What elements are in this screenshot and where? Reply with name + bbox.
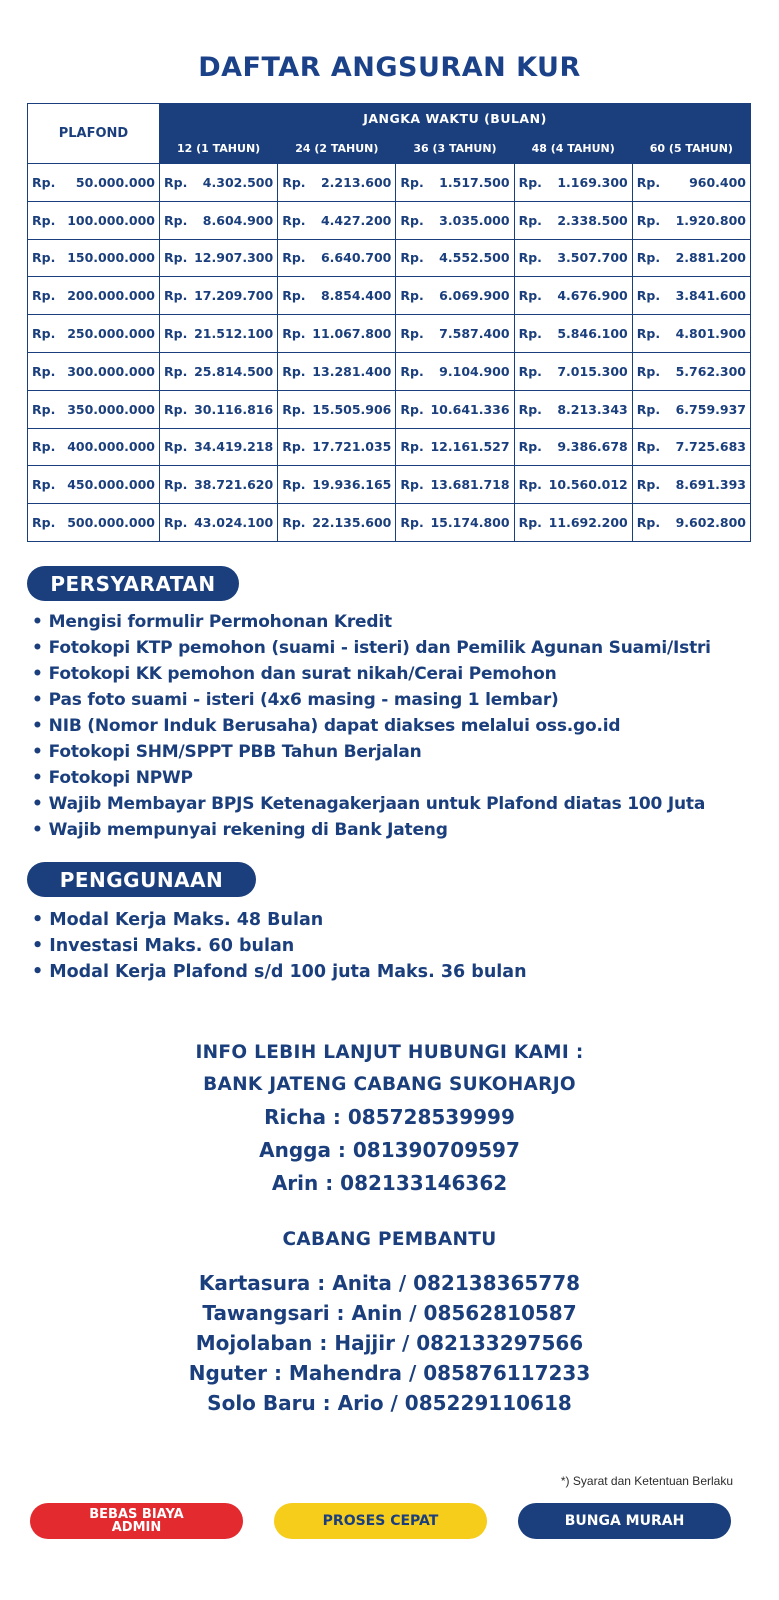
currency-label: Rp.: [400, 401, 424, 417]
currency-label: Rp.: [32, 250, 56, 266]
amount-value: 8.691.393: [675, 477, 746, 493]
amount-value: 100.000.000: [67, 212, 155, 228]
installment-table: [27, 103, 751, 542]
amount-value: 34.419.218: [194, 439, 274, 455]
list-item: • Wajib Membayar BPJS Ketenagakerjaan untuk Plafond diatas 100 Juta: [32, 791, 711, 817]
amount-value: 400.000.000: [67, 439, 155, 455]
amount-value: 960.400: [689, 174, 746, 190]
amount-value: 6.069.900: [439, 288, 510, 304]
table-row: [28, 504, 751, 542]
plafond-cell: [28, 239, 160, 277]
currency-label: Rp.: [400, 288, 424, 304]
currency-label: Rp.: [32, 326, 56, 342]
cabang-line: Tawangsari : Anin / 08562810587: [202, 1301, 577, 1325]
amount-value: 19.936.165: [312, 477, 392, 493]
amount-value: 8.854.400: [320, 288, 392, 304]
list-item: • Modal Kerja Plafond s/d 100 juta Maks. 36 bulan: [32, 959, 527, 985]
amount-value: 7.015.300: [557, 363, 628, 379]
currency-label: Rp.: [400, 439, 424, 455]
amount-value: 13.681.718: [430, 477, 510, 493]
amount-value: 12.907.300: [194, 250, 274, 266]
amount-value: 13.281.400: [312, 363, 392, 379]
amount-value: 250.000.000: [67, 326, 155, 342]
list-item: • Investasi Maks. 60 bulan: [32, 933, 527, 959]
table-row: [28, 164, 751, 202]
term-header: 24 (2 TAHUN): [278, 134, 396, 164]
table-row: [28, 315, 751, 353]
currency-label: Rp.: [518, 212, 542, 228]
installment-cell: [396, 201, 514, 239]
amount-value: 300.000.000: [67, 363, 155, 379]
table-row: [28, 352, 751, 390]
currency-label: Rp.: [636, 401, 661, 417]
installment-cell: [632, 164, 750, 202]
installment-cell: [278, 352, 396, 390]
installment-cell: [160, 201, 278, 239]
installment-cell: [278, 504, 396, 542]
currency-label: Rp.: [400, 363, 424, 379]
table-row: [28, 390, 751, 428]
currency-label: Rp.: [164, 326, 188, 342]
currency-label: Rp.: [164, 174, 188, 190]
persyaratan-list: [32, 609, 711, 843]
amount-value: 7.725.683: [675, 439, 746, 455]
amount-value: 30.116.816: [194, 401, 274, 417]
currency-label: Rp.: [32, 288, 56, 304]
installment-cell: [278, 390, 396, 428]
amount-value: 450.000.000: [67, 477, 155, 493]
currency-label: Rp.: [518, 326, 542, 342]
cabang-line: Nguter : Mahendra / 085876117233: [188, 1361, 591, 1385]
table-row: [28, 466, 751, 504]
installment-cell: [632, 315, 750, 353]
amount-value: 4.676.900: [557, 288, 628, 304]
currency-label: Rp.: [32, 174, 56, 190]
amount-value: 9.602.800: [675, 515, 746, 531]
currency-label: Rp.: [636, 363, 661, 379]
amount-value: 3.035.000: [439, 212, 510, 228]
installment-cell: [160, 466, 278, 504]
amount-value: 10.641.336: [430, 401, 510, 417]
installment-cell: [396, 164, 514, 202]
installment-cell: [160, 390, 278, 428]
currency-label: Rp.: [400, 477, 424, 493]
list-item: • Fotokopi KK pemohon dan surat nikah/Cerai Pemohon: [32, 661, 711, 687]
currency-label: Rp.: [164, 477, 188, 493]
amount-value: 15.174.800: [430, 515, 510, 531]
installment-cell: [514, 390, 632, 428]
installment-cell: [396, 428, 514, 466]
amount-value: 2.213.600: [320, 174, 392, 190]
installment-cell: [514, 239, 632, 277]
amount-value: 350.000.000: [67, 401, 155, 417]
amount-value: 25.814.500: [194, 363, 274, 379]
currency-label: Rp.: [282, 174, 306, 190]
installment-cell: [632, 239, 750, 277]
amount-value: 5.762.300: [675, 363, 746, 379]
term-group-header: JANGKA WAKTU (BULAN): [160, 104, 751, 134]
currency-label: Rp.: [518, 288, 542, 304]
installment-cell: [396, 504, 514, 542]
currency-label: Rp.: [400, 515, 424, 531]
amount-value: 7.587.400: [439, 326, 510, 342]
installment-cell: [278, 277, 396, 315]
currency-label: Rp.: [518, 439, 542, 455]
installment-cell: [160, 504, 278, 542]
installment-cell: [160, 277, 278, 315]
penggunaan-list: [32, 907, 527, 985]
installment-cell: [632, 466, 750, 504]
plafond-cell: [28, 504, 160, 542]
currency-label: Rp.: [282, 212, 306, 228]
amount-value: 500.000.000: [67, 515, 155, 531]
installment-cell: [160, 352, 278, 390]
list-item: • NIB (Nomor Induk Berusaha) dapat diakses melalui oss.go.id: [32, 713, 711, 739]
amount-value: 6.640.700: [320, 250, 392, 266]
list-item: • Fotokopi KTP pemohon (suami - isteri) dan Pemilik Agunan Suami/Istri: [32, 635, 711, 661]
currency-label: Rp.: [282, 326, 306, 342]
amount-value: 200.000.000: [67, 288, 155, 304]
currency-label: Rp.: [518, 477, 542, 493]
installment-cell: [514, 164, 632, 202]
amount-value: 4.302.500: [202, 174, 274, 190]
currency-label: Rp.: [400, 326, 424, 342]
plafond-cell: [28, 201, 160, 239]
currency-label: Rp.: [164, 515, 188, 531]
amount-value: 9.386.678: [557, 439, 628, 455]
amount-value: 11.692.200: [548, 515, 628, 531]
amount-value: 4.801.900: [675, 326, 746, 342]
page-title: DAFTAR ANGSURAN KUR: [198, 52, 581, 83]
amount-value: 50.000.000: [75, 174, 155, 190]
currency-label: Rp.: [282, 515, 306, 531]
amount-value: 8.604.900: [202, 212, 274, 228]
bebas-biaya-admin-badge: [30, 1503, 243, 1539]
list-item: • Modal Kerja Maks. 48 Bulan: [32, 907, 527, 933]
currency-label: Rp.: [518, 250, 542, 266]
installment-cell: [632, 352, 750, 390]
table-row: [28, 201, 751, 239]
amount-value: 4.427.200: [320, 212, 392, 228]
plafond-cell: [28, 466, 160, 504]
amount-value: 9.104.900: [439, 363, 510, 379]
persyaratan-heading: PERSYARATAN: [27, 566, 239, 601]
proses-cepat-badge: PROSES CEPAT: [274, 1503, 487, 1539]
currency-label: Rp.: [400, 174, 424, 190]
plafond-header: PLAFOND: [28, 104, 160, 164]
installment-cell: [396, 239, 514, 277]
currency-label: Rp.: [282, 250, 306, 266]
amount-value: 3.507.700: [557, 250, 628, 266]
installment-cell: [396, 315, 514, 353]
installment-cell: [160, 239, 278, 277]
installment-cell: [632, 201, 750, 239]
currency-label: Rp.: [32, 363, 56, 379]
currency-label: Rp.: [636, 326, 661, 342]
currency-label: Rp.: [164, 439, 188, 455]
amount-value: 10.560.012: [548, 477, 628, 493]
badge-label: BEBAS BIAYA ADMIN: [89, 1507, 184, 1535]
branch-name: BANK JATENG CABANG SUKOHARJO: [203, 1074, 576, 1095]
installment-cell: [632, 504, 750, 542]
plafond-cell: [28, 390, 160, 428]
bunga-murah-badge: BUNGA MURAH: [518, 1503, 731, 1539]
installment-cell: [160, 315, 278, 353]
currency-label: Rp.: [164, 401, 188, 417]
currency-label: Rp.: [164, 250, 188, 266]
currency-label: Rp.: [282, 288, 306, 304]
currency-label: Rp.: [282, 439, 306, 455]
amount-value: 1.517.500: [439, 174, 510, 190]
term-header: 48 (4 TAHUN): [514, 134, 632, 164]
installment-cell: [514, 201, 632, 239]
cabang-line: Kartasura : Anita / 082138365778: [198, 1271, 581, 1295]
amount-value: 8.213.343: [557, 401, 628, 417]
list-item: • Wajib mempunyai rekening di Bank Jateng: [32, 817, 711, 843]
plafond-cell: [28, 277, 160, 315]
list-item: • Pas foto suami - isteri (4x6 masing - masing 1 lembar): [32, 687, 711, 713]
amount-value: 43.024.100: [194, 515, 274, 531]
currency-label: Rp.: [32, 401, 56, 417]
amount-value: 22.135.600: [312, 515, 392, 531]
term-header: 36 (3 TAHUN): [396, 134, 514, 164]
contact-line: Angga : 081390709597: [259, 1138, 520, 1162]
amount-value: 21.512.100: [194, 326, 274, 342]
amount-value: 150.000.000: [67, 250, 155, 266]
list-item: • Fotokopi NPWP: [32, 765, 711, 791]
contact-line: Richa : 085728539999: [264, 1105, 515, 1129]
currency-label: Rp.: [518, 363, 542, 379]
installment-cell: [278, 315, 396, 353]
installment-cell: [514, 428, 632, 466]
list-item: • Mengisi formulir Permohonan Kredit: [32, 609, 711, 635]
amount-value: 3.841.600: [675, 288, 746, 304]
amount-value: 4.552.500: [439, 250, 510, 266]
currency-label: Rp.: [32, 212, 56, 228]
plafond-cell: [28, 352, 160, 390]
currency-label: Rp.: [32, 439, 56, 455]
currency-label: Rp.: [400, 212, 424, 228]
currency-label: Rp.: [636, 174, 661, 190]
amount-value: 11.067.800: [312, 326, 392, 342]
installment-cell: [278, 239, 396, 277]
installment-cell: [160, 164, 278, 202]
installment-cell: [278, 428, 396, 466]
currency-label: Rp.: [636, 212, 661, 228]
amount-value: 6.759.937: [675, 401, 746, 417]
currency-label: Rp.: [518, 174, 542, 190]
installment-cell: [160, 428, 278, 466]
currency-label: Rp.: [164, 363, 188, 379]
installment-cell: [514, 352, 632, 390]
installment-cell: [514, 277, 632, 315]
currency-label: Rp.: [636, 477, 661, 493]
penggunaan-heading: PENGGUNAAN: [27, 862, 256, 897]
installment-cell: [514, 504, 632, 542]
installment-cell: [632, 277, 750, 315]
currency-label: Rp.: [164, 212, 188, 228]
amount-value: 38.721.620: [194, 477, 274, 493]
installment-cell: [396, 466, 514, 504]
installment-cell: [632, 428, 750, 466]
installment-cell: [514, 315, 632, 353]
amount-value: 1.920.800: [675, 212, 746, 228]
amount-value: 2.338.500: [557, 212, 628, 228]
currency-label: Rp.: [636, 250, 661, 266]
info-heading: INFO LEBIH LANJUT HUBUNGI KAMI :: [195, 1042, 584, 1063]
currency-label: Rp.: [32, 477, 56, 493]
installment-cell: [278, 201, 396, 239]
amount-value: 1.169.300: [557, 174, 628, 190]
installment-cell: [632, 390, 750, 428]
table-row: [28, 277, 751, 315]
cabang-block: [0, 1224, 779, 1418]
currency-label: Rp.: [636, 515, 661, 531]
contact-line: Arin : 082133146362: [271, 1171, 508, 1195]
currency-label: Rp.: [282, 477, 306, 493]
term-header: 60 (5 TAHUN): [632, 134, 750, 164]
installment-cell: [396, 352, 514, 390]
info-block: [0, 1037, 779, 1200]
installment-cell: [514, 466, 632, 504]
amount-value: 12.161.527: [430, 439, 510, 455]
amount-value: 15.505.906: [312, 401, 392, 417]
amount-value: 17.721.035: [312, 439, 392, 455]
table-row: [28, 239, 751, 277]
currency-label: Rp.: [636, 439, 661, 455]
currency-label: Rp.: [518, 401, 542, 417]
terms-note: *) Syarat dan Ketentuan Berlaku: [560, 1474, 733, 1488]
plafond-cell: [28, 428, 160, 466]
installment-cell: [278, 466, 396, 504]
currency-label: Rp.: [400, 250, 424, 266]
currency-label: Rp.: [282, 363, 306, 379]
currency-label: Rp.: [164, 288, 188, 304]
list-item: • Fotokopi SHM/SPPT PBB Tahun Berjalan: [32, 739, 711, 765]
currency-label: Rp.: [636, 288, 661, 304]
amount-value: 2.881.200: [675, 250, 746, 266]
installment-cell: [396, 277, 514, 315]
currency-label: Rp.: [518, 515, 542, 531]
term-header: 12 (1 TAHUN): [160, 134, 278, 164]
amount-value: 5.846.100: [557, 326, 628, 342]
installment-cell: [278, 164, 396, 202]
cabang-line: Mojolaban : Hajjir / 082133297566: [195, 1331, 584, 1355]
cabang-line: Solo Baru : Ario / 085229110618: [207, 1391, 572, 1415]
plafond-cell: [28, 315, 160, 353]
amount-value: 17.209.700: [194, 288, 274, 304]
currency-label: Rp.: [282, 401, 306, 417]
plafond-cell: [28, 164, 160, 202]
currency-label: Rp.: [32, 515, 56, 531]
table-row: [28, 428, 751, 466]
installment-cell: [396, 390, 514, 428]
cabang-heading: CABANG PEMBANTU: [282, 1229, 497, 1250]
